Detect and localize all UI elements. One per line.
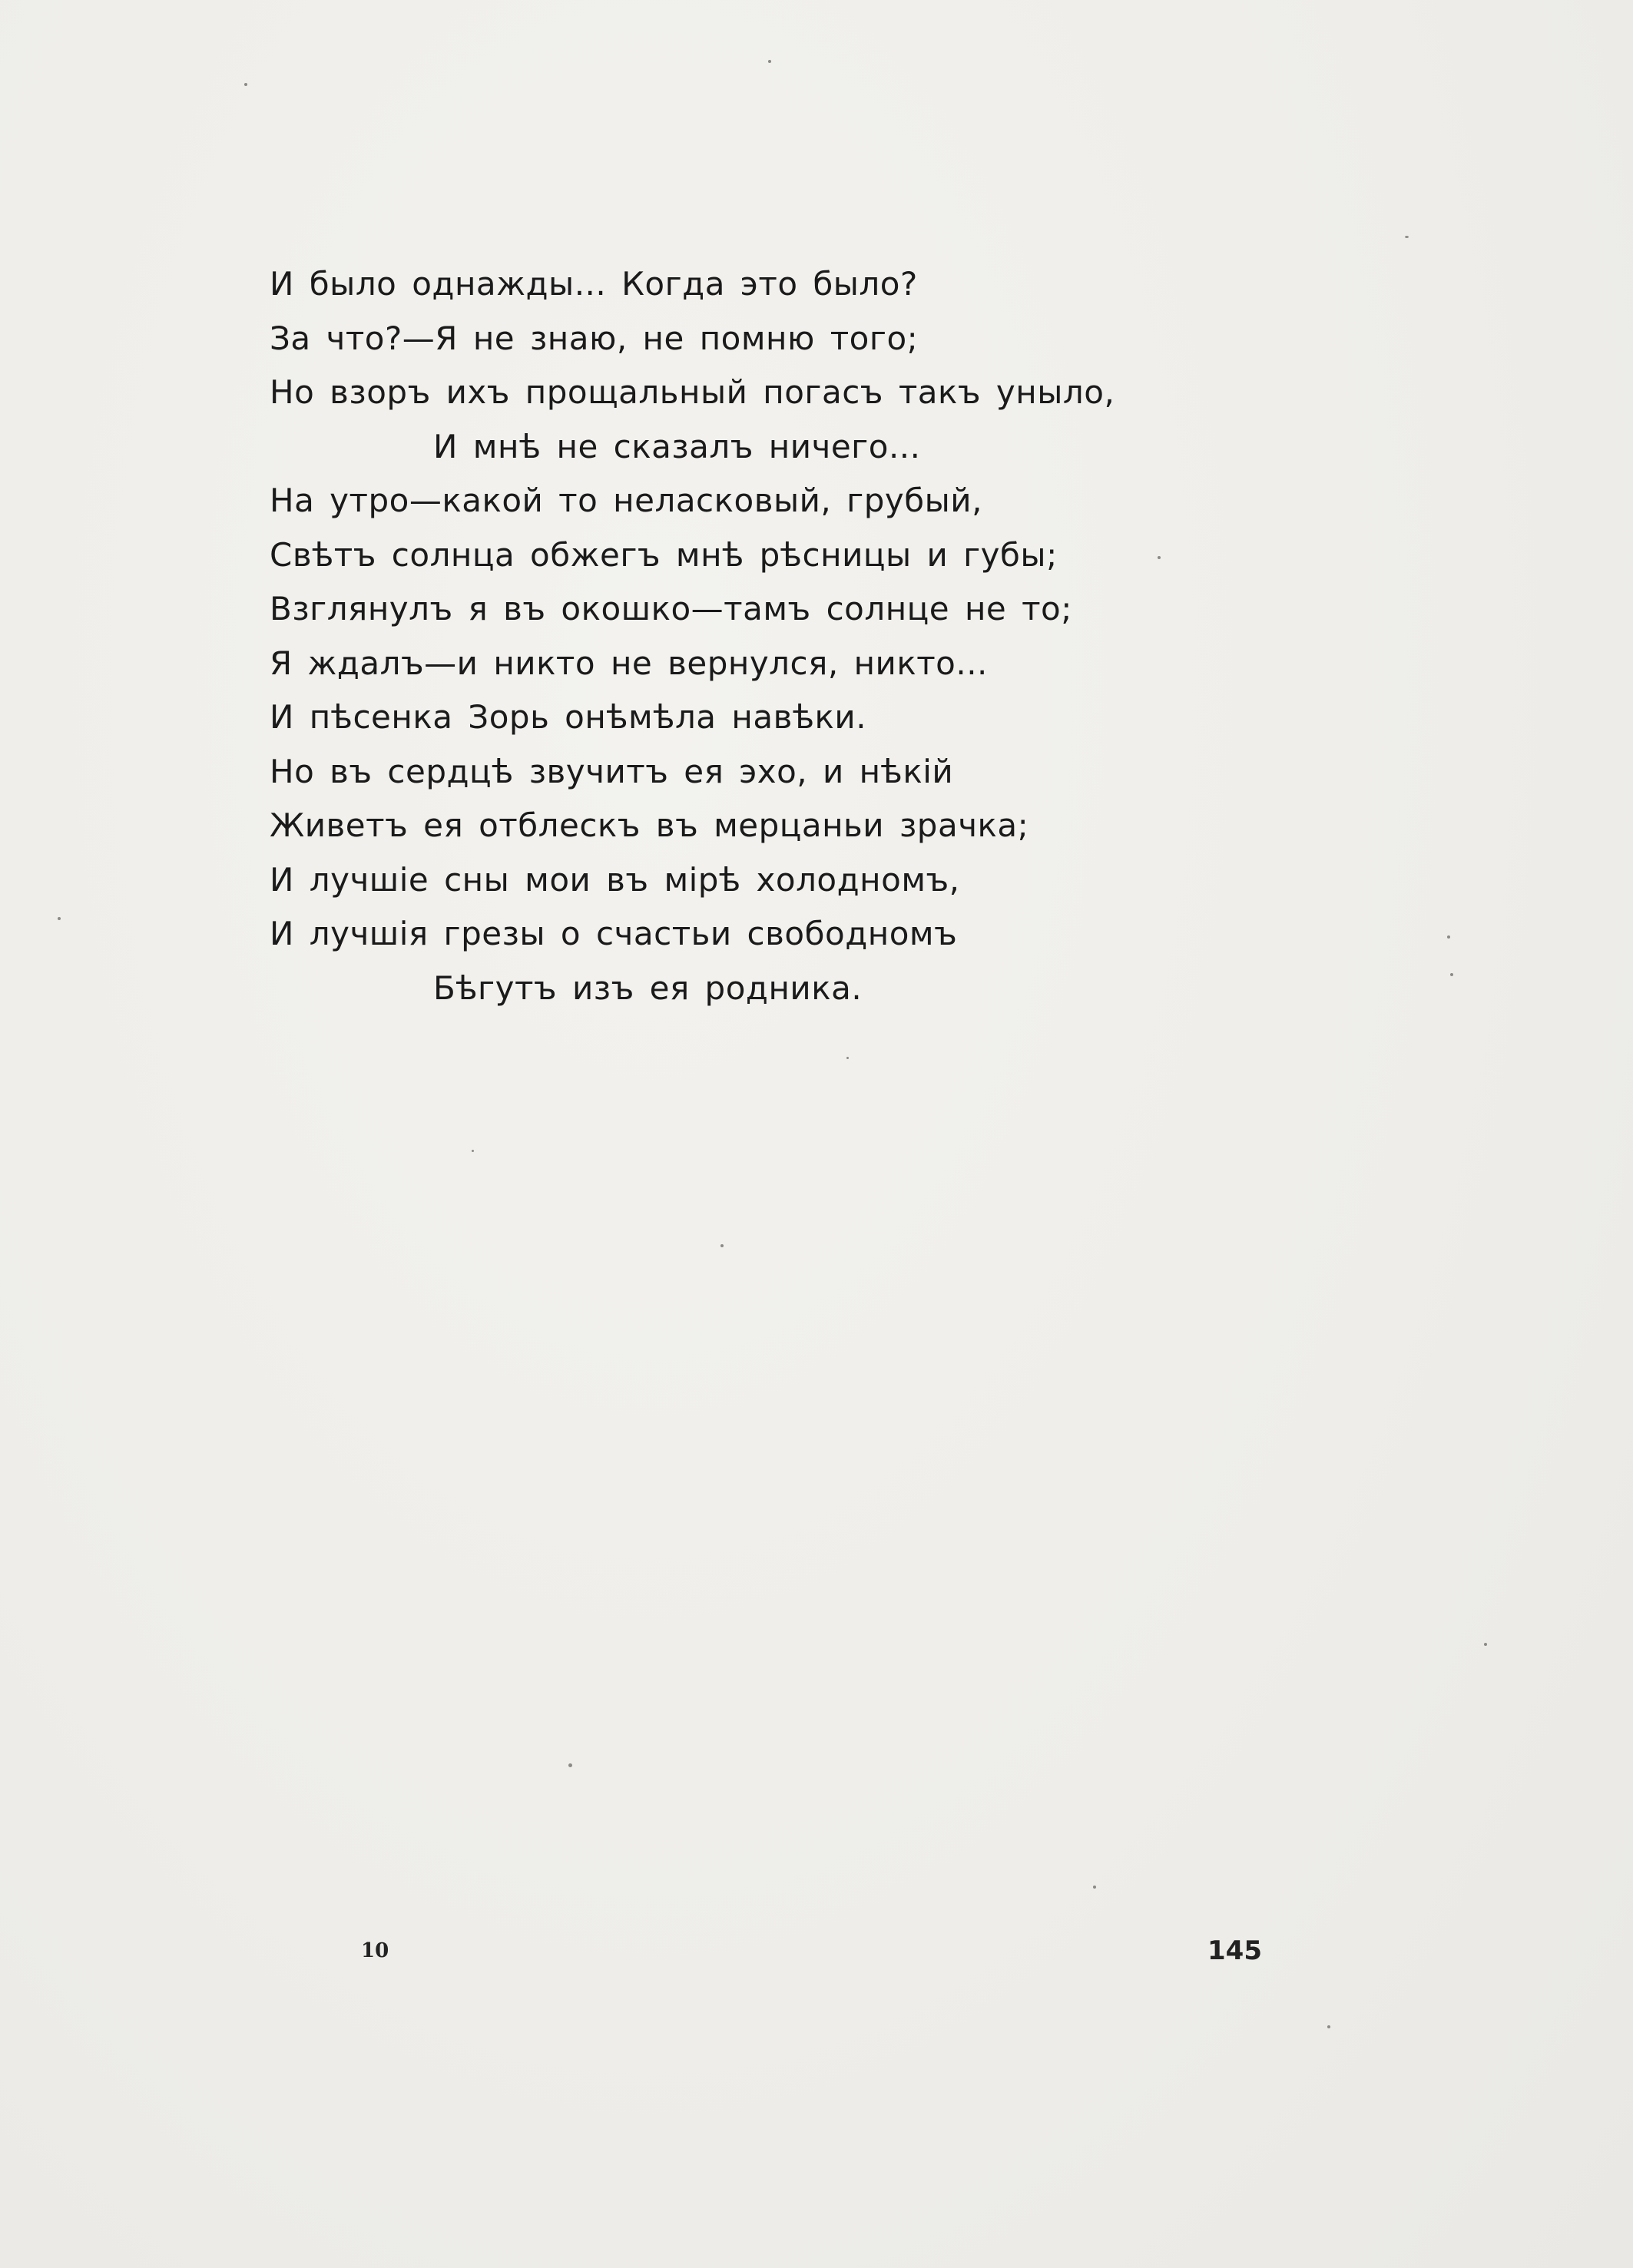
paper-speck [1158, 556, 1161, 559]
poem-line: Свѣтъ солнца обжегъ мнѣ рѣсницы и губы; [270, 535, 1058, 574]
signature-mark: 10 [361, 1939, 389, 1962]
paper-speck [1447, 935, 1450, 939]
poem-line: И лучшіе сны мои въ мірѣ холодномъ, [270, 860, 960, 899]
page-number: 145 [1207, 1935, 1262, 1966]
poem-line: На утро—какой то неласковый, грубый, [270, 482, 982, 519]
paper-speck [1450, 973, 1453, 976]
paper-speck [58, 917, 61, 920]
paper-speck [846, 1057, 849, 1059]
poem-line: Но въ сердцѣ звучитъ ея эхо, и нѣкій [270, 752, 954, 790]
poem-line: И пѣсенка Зорь онѣмѣла навѣки. [270, 698, 867, 736]
paper-speck [1093, 1886, 1096, 1889]
paper-speck [244, 83, 247, 86]
paper-speck [768, 60, 771, 63]
paper-speck [568, 1763, 572, 1767]
paper-speck [1484, 1643, 1487, 1646]
poem-line: Взглянулъ я въ окошко—тамъ солнце не то; [270, 590, 1072, 627]
poem-line: И лучшія грезы о счастьи свободномъ [270, 915, 958, 952]
paper-speck [720, 1244, 724, 1247]
poem-line: Я ждалъ—и никто не вернулся, никто... [270, 644, 988, 682]
poem [270, 257, 1191, 1015]
paper-speck [1327, 2025, 1330, 2028]
paper-speck [1405, 236, 1409, 238]
poem-line: И было однажды... Когда это было? [270, 265, 918, 303]
poem-line: Но взоръ ихъ прощальный погасъ такъ уныло, [270, 373, 1115, 411]
paper-speck [472, 1150, 474, 1152]
poem-line: За что?—Я не знаю, не помню того; [270, 319, 919, 357]
poem-line: И мнѣ не сказалъ ничего... [433, 427, 921, 465]
poem-line: Бѣгутъ изъ ея родника. [433, 968, 863, 1007]
poem-line: Живетъ ея отблескъ въ мерцаньи зрачка; [270, 806, 1029, 844]
